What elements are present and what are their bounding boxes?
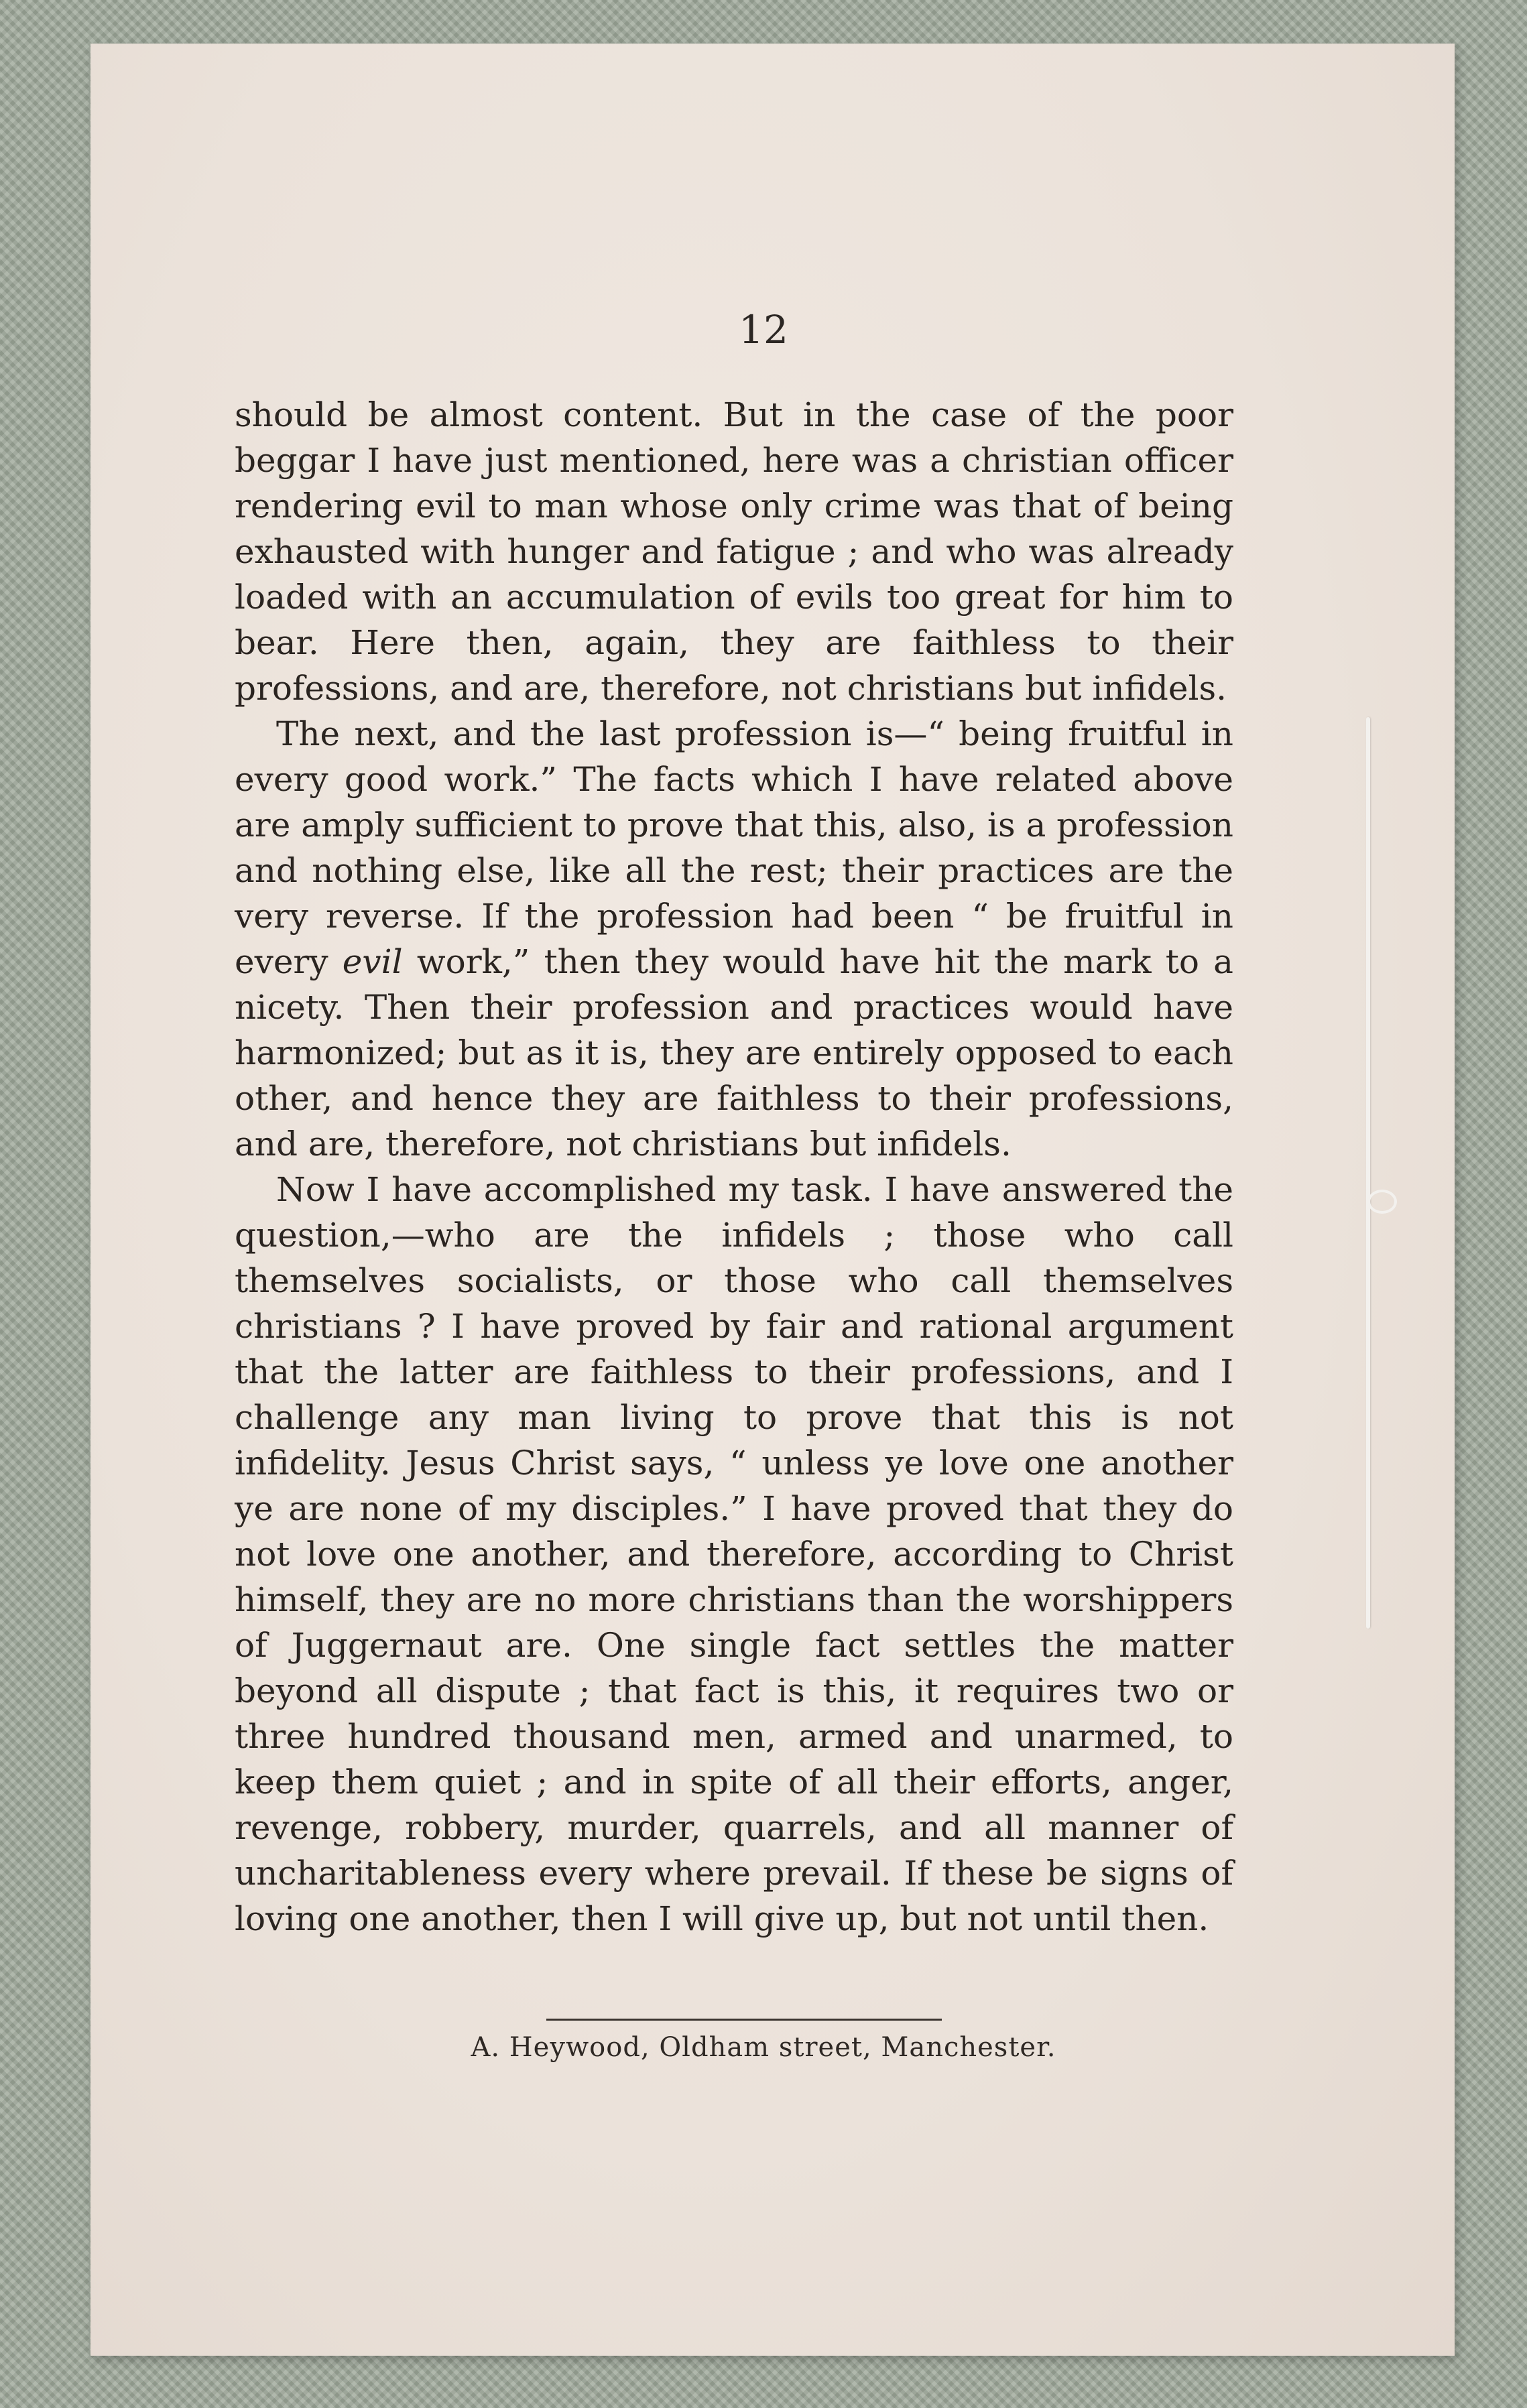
body-text xyxy=(235,392,1233,1942)
paragraph-3: Now I have accomplished my task. I have answered the question,—who are the infidels ; those who call themselves socialists, or those who call themselves christians ? I have proved by fair and rational argument that the latter are faithless to their professions, and I challenge any man living to prove that this is not infidelity. Jesus Christ says, “ unless ye love one another ye are none of my disciples.” I have proved that they do not love one another, and therefore, according to Christ himself, they are no more christians than the worshippers of Juggernaut are. One single fact settles the matter beyond all dispute ; that fact is this, it requires two or three hundred thousand men, armed and unarmed, to keep them quiet ; and in spite of all their efforts, anger, revenge, robbery, murder, quarrels, and all manner of uncharitableness every where prevail. If these be signs of loving one another, then I will give up, but not until then. xyxy=(235,1170,1233,1938)
paragraph-2-start: The next, and the last profession is—“ being fruitful in every good work.” The facts which I have related above are amply sufficient to prove that this, also, is a profession and nothing else, like all the rest; their practices are the very reverse. If the profession had been “ be fruitful in every xyxy=(235,714,1233,981)
paragraph-2 xyxy=(235,711,1233,1167)
binding-thread xyxy=(1366,717,1370,1629)
binding-thread-knot xyxy=(1367,1190,1397,1214)
divider-rule xyxy=(546,2019,942,2021)
paragraph-2-italic-word: evil xyxy=(342,942,403,981)
paragraph-2-end: work,” then they would have hit the mark to a nicety. Then their profession and practices would have harmonized; but as it is, they are entirely opposed to each other, and hence they are faithless to their professions, and are, therefore, not christians but infidels. xyxy=(235,942,1233,1163)
paragraph-1: should be almost content. But in the case of the poor beggar I have just mentioned, here was a christian officer rendering evil to man whose only crime was that of being exhausted with hunger and fatigue ; and who was already loaded with an accumulation of evils too great for him to bear. Here then, again, they are faithless to their professions, and are, therefore, not christians but infidels. xyxy=(235,395,1233,708)
printer-imprint: A. Heywood, Oldham street, Manchester. xyxy=(471,2032,1056,2063)
page-number: 12 xyxy=(739,307,788,353)
